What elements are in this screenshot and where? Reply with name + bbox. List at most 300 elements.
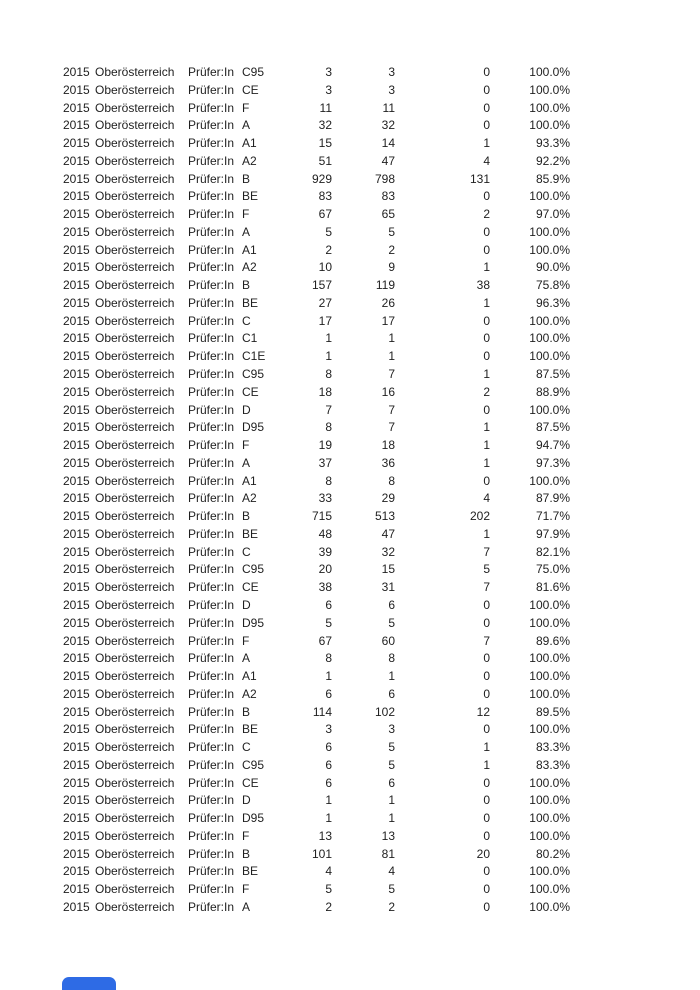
license-class-cell: CE [242, 384, 259, 399]
year-cell: 2015 [63, 686, 90, 701]
exams-count-cell: 157 [311, 278, 332, 293]
region-cell: Oberösterreich [95, 153, 175, 168]
failed-count-cell: 0 [483, 615, 490, 630]
table-row [63, 526, 570, 544]
passed-count-cell: 2 [388, 242, 395, 257]
passed-count-cell: 9 [388, 260, 395, 275]
license-class-cell: CE [242, 82, 259, 97]
examiner-cell: Prüfer:In [188, 722, 235, 737]
pass-rate-cell: 81.6% [535, 580, 570, 595]
region-cell: Oberösterreich [95, 278, 175, 293]
pass-rate-cell: 87.5% [535, 420, 570, 435]
failed-count-cell: 1 [483, 295, 490, 310]
table-row [63, 402, 570, 420]
year-cell: 2015 [63, 899, 90, 914]
examiner-cell: Prüfer:In [188, 633, 235, 648]
examiner-cell: Prüfer:In [188, 367, 235, 382]
pass-rate-cell: 82.1% [535, 544, 570, 559]
failed-count-cell: 1 [483, 526, 490, 541]
table-row [63, 490, 570, 508]
exam-results-body [63, 64, 570, 917]
year-cell: 2015 [63, 811, 90, 826]
examiner-cell: Prüfer:In [188, 899, 235, 914]
region-cell: Oberösterreich [95, 473, 175, 488]
failed-count-cell: 2 [483, 384, 490, 399]
exams-count-cell: 19 [318, 438, 332, 453]
table-row [63, 224, 570, 242]
exams-count-cell: 17 [318, 313, 332, 328]
exams-count-cell: 18 [318, 384, 332, 399]
year-cell: 2015 [63, 65, 90, 79]
examiner-cell: Prüfer:In [188, 313, 235, 328]
examiner-cell: Prüfer:In [188, 669, 235, 684]
pass-rate-cell: 92.2% [535, 153, 570, 168]
license-class-cell: CE [242, 580, 259, 595]
failed-count-cell: 2 [483, 207, 490, 222]
failed-count-cell: 1 [483, 136, 490, 151]
passed-count-cell: 119 [375, 278, 395, 293]
failed-count-cell: 0 [483, 882, 490, 897]
pass-rate-cell: 100.0% [529, 402, 570, 417]
table-row [63, 330, 570, 348]
failed-count-cell: 131 [469, 171, 490, 186]
examiner-cell: Prüfer:In [188, 526, 235, 541]
failed-count-cell: 1 [483, 367, 490, 382]
year-cell: 2015 [63, 580, 90, 595]
exams-count-cell: 33 [318, 491, 332, 506]
table-row [63, 64, 570, 82]
table-row [63, 242, 570, 260]
passed-count-cell: 5 [388, 615, 395, 630]
year-cell: 2015 [63, 526, 90, 541]
pass-rate-cell: 85.9% [535, 171, 570, 186]
pass-rate-cell: 97.3% [535, 455, 570, 470]
pass-rate-cell: 100.0% [529, 882, 570, 897]
exams-count-cell: 2 [325, 899, 332, 914]
failed-count-cell: 0 [483, 473, 490, 488]
exams-count-cell: 1 [325, 331, 332, 346]
examiner-cell: Prüfer:In [188, 811, 235, 826]
table-row [63, 846, 570, 864]
region-cell: Oberösterreich [95, 207, 175, 222]
table-row [63, 615, 570, 633]
examiner-cell: Prüfer:In [188, 384, 235, 399]
examiner-cell: Prüfer:In [188, 189, 235, 204]
passed-count-cell: 15 [381, 562, 395, 577]
passed-count-cell: 1 [388, 331, 395, 346]
passed-count-cell: 102 [374, 704, 395, 719]
passed-count-cell: 5 [388, 757, 395, 772]
examiner-cell: Prüfer:In [188, 136, 235, 151]
failed-count-cell: 0 [483, 686, 490, 701]
table-row [63, 668, 570, 686]
table-row [63, 277, 570, 295]
failed-count-cell: 4 [483, 491, 490, 506]
year-cell: 2015 [63, 669, 90, 684]
table-row [63, 171, 570, 189]
table-row [63, 259, 570, 277]
pass-rate-cell: 97.9% [535, 526, 570, 541]
exams-count-cell: 5 [325, 224, 332, 239]
region-cell: Oberösterreich [95, 171, 175, 186]
passed-count-cell: 3 [388, 82, 395, 97]
year-cell: 2015 [63, 491, 90, 506]
year-cell: 2015 [63, 615, 90, 630]
exams-count-cell: 3 [325, 65, 332, 79]
license-class-cell: F [242, 207, 250, 222]
exams-count-cell: 8 [325, 651, 332, 666]
failed-count-cell: 0 [483, 722, 490, 737]
passed-count-cell: 26 [381, 295, 395, 310]
year-cell: 2015 [63, 775, 90, 790]
license-class-cell: B [242, 278, 251, 293]
pass-rate-cell: 90.0% [535, 260, 570, 275]
region-cell: Oberösterreich [95, 704, 175, 719]
region-cell: Oberösterreich [95, 367, 175, 382]
region-cell: Oberösterreich [95, 651, 175, 666]
passed-count-cell: 36 [381, 455, 395, 470]
passed-count-cell: 18 [381, 438, 395, 453]
license-class-cell: A [242, 118, 251, 133]
table-row [63, 881, 570, 899]
license-class-cell: BE [242, 526, 259, 541]
year-cell: 2015 [63, 313, 90, 328]
license-class-cell: A [242, 224, 251, 239]
license-class-cell: D [242, 597, 251, 612]
examiner-cell: Prüfer:In [188, 65, 235, 79]
year-cell: 2015 [63, 331, 90, 346]
region-cell: Oberösterreich [95, 420, 175, 435]
exams-count-cell: 6 [325, 686, 332, 701]
region-cell: Oberösterreich [95, 864, 175, 879]
year-cell: 2015 [63, 100, 90, 115]
failed-count-cell: 1 [483, 420, 490, 435]
region-cell: Oberösterreich [95, 189, 175, 204]
pass-rate-cell: 100.0% [529, 899, 570, 914]
examiner-cell: Prüfer:In [188, 402, 235, 417]
pass-rate-cell: 100.0% [529, 82, 570, 97]
pass-rate-cell: 100.0% [529, 224, 570, 239]
license-class-cell: C [242, 740, 251, 755]
passed-count-cell: 65 [381, 207, 395, 222]
year-cell: 2015 [63, 242, 90, 257]
table-row [63, 792, 570, 810]
failed-count-cell: 1 [483, 455, 490, 470]
region-cell: Oberösterreich [95, 828, 175, 843]
exams-count-cell: 39 [318, 544, 332, 559]
region-cell: Oberösterreich [95, 260, 175, 275]
license-class-cell: A [242, 899, 251, 914]
year-cell: 2015 [63, 420, 90, 435]
region-cell: Oberösterreich [95, 544, 175, 559]
region-cell: Oberösterreich [95, 597, 175, 612]
pass-rate-cell: 71.7% [535, 509, 570, 524]
year-cell: 2015 [63, 722, 90, 737]
pass-rate-cell: 75.0% [535, 562, 570, 577]
passed-count-cell: 1 [388, 669, 395, 684]
region-cell: Oberösterreich [95, 491, 175, 506]
exams-count-cell: 1 [325, 811, 332, 826]
pass-rate-cell: 93.3% [535, 136, 570, 151]
exams-count-cell: 8 [325, 473, 332, 488]
examiner-cell: Prüfer:In [188, 331, 235, 346]
failed-count-cell: 0 [483, 313, 490, 328]
examiner-cell: Prüfer:In [188, 740, 235, 755]
passed-count-cell: 3 [388, 722, 395, 737]
table-row [63, 899, 570, 917]
failed-count-cell: 0 [483, 811, 490, 826]
year-cell: 2015 [63, 633, 90, 648]
exams-count-cell: 48 [318, 526, 332, 541]
year-cell: 2015 [63, 740, 90, 755]
table-row [63, 348, 570, 366]
pass-rate-cell: 89.6% [535, 633, 570, 648]
license-class-cell: B [242, 704, 251, 719]
examiner-cell: Prüfer:In [188, 455, 235, 470]
passed-count-cell: 32 [381, 118, 395, 133]
license-class-cell: A1 [242, 242, 257, 257]
passed-count-cell: 14 [381, 136, 395, 151]
year-cell: 2015 [63, 846, 90, 861]
table-row [63, 863, 570, 881]
exams-count-cell: 2 [325, 242, 332, 257]
region-cell: Oberösterreich [95, 846, 175, 861]
passed-count-cell: 798 [374, 171, 395, 186]
passed-count-cell: 6 [388, 686, 395, 701]
pass-rate-cell: 100.0% [529, 775, 570, 790]
examiner-cell: Prüfer:In [188, 882, 235, 897]
passed-count-cell: 17 [381, 313, 395, 328]
region-cell: Oberösterreich [95, 775, 175, 790]
year-cell: 2015 [63, 171, 90, 186]
table-row [63, 597, 570, 615]
region-cell: Oberösterreich [95, 757, 175, 772]
exams-count-cell: 6 [325, 775, 332, 790]
license-class-cell: D95 [242, 811, 265, 826]
license-class-cell: F [242, 100, 250, 115]
passed-count-cell: 4 [388, 864, 395, 879]
examiner-cell: Prüfer:In [188, 775, 235, 790]
exams-count-cell: 7 [325, 402, 332, 417]
examiner-cell: Prüfer:In [188, 793, 235, 808]
table-row [63, 473, 570, 491]
license-class-cell: B [242, 846, 251, 861]
failed-count-cell: 4 [483, 153, 490, 168]
failed-count-cell: 7 [483, 580, 490, 595]
table-row [63, 206, 570, 224]
table-row [63, 633, 570, 651]
year-cell: 2015 [63, 295, 90, 310]
year-cell: 2015 [63, 562, 90, 577]
examiner-cell: Prüfer:In [188, 846, 235, 861]
license-class-cell: A [242, 651, 251, 666]
region-cell: Oberösterreich [95, 65, 175, 79]
region-cell: Oberösterreich [95, 633, 175, 648]
pass-rate-cell: 100.0% [529, 597, 570, 612]
failed-count-cell: 1 [483, 260, 490, 275]
table-row [63, 579, 570, 597]
license-class-cell: F [242, 438, 250, 453]
region-cell: Oberösterreich [95, 669, 175, 684]
license-class-cell: D [242, 402, 251, 417]
license-class-cell: D [242, 793, 251, 808]
passed-count-cell: 513 [374, 509, 395, 524]
table-row [63, 100, 570, 118]
table-row [63, 117, 570, 135]
pass-rate-cell: 97.0% [535, 207, 570, 222]
failed-count-cell: 0 [483, 118, 490, 133]
exams-count-cell: 37 [318, 455, 332, 470]
license-class-cell: F [242, 828, 250, 843]
table-row [63, 721, 570, 739]
year-cell: 2015 [63, 438, 90, 453]
examiner-cell: Prüfer:In [188, 242, 235, 257]
passed-count-cell: 81 [381, 846, 395, 861]
table-row [63, 82, 570, 100]
exams-count-cell: 51 [318, 153, 332, 168]
region-cell: Oberösterreich [95, 793, 175, 808]
pass-rate-cell: 100.0% [529, 118, 570, 133]
license-class-cell: D95 [242, 615, 265, 630]
exams-count-cell: 6 [325, 757, 332, 772]
license-class-cell: F [242, 633, 250, 648]
examiner-cell: Prüfer:In [188, 544, 235, 559]
region-cell: Oberösterreich [95, 402, 175, 417]
passed-count-cell: 7 [388, 420, 395, 435]
year-cell: 2015 [63, 509, 90, 524]
pass-rate-cell: 100.0% [529, 313, 570, 328]
exams-count-cell: 3 [325, 722, 332, 737]
pass-rate-cell: 100.0% [529, 473, 570, 488]
pass-rate-cell: 100.0% [529, 722, 570, 737]
passed-count-cell: 47 [381, 526, 395, 541]
examiner-cell: Prüfer:In [188, 509, 235, 524]
exams-count-cell: 1 [325, 793, 332, 808]
year-cell: 2015 [63, 597, 90, 612]
year-cell: 2015 [63, 189, 90, 204]
license-class-cell: D95 [242, 420, 265, 435]
failed-count-cell: 0 [483, 224, 490, 239]
region-cell: Oberösterreich [95, 526, 175, 541]
license-class-cell: C [242, 313, 251, 328]
passed-count-cell: 1 [388, 349, 395, 364]
table-row [63, 704, 570, 722]
failed-count-cell: 5 [483, 562, 490, 577]
year-cell: 2015 [63, 704, 90, 719]
examiner-cell: Prüfer:In [188, 260, 235, 275]
exams-count-cell: 83 [318, 189, 332, 204]
region-cell: Oberösterreich [95, 509, 175, 524]
license-class-cell: C1E [242, 349, 266, 364]
year-cell: 2015 [63, 82, 90, 97]
passed-count-cell: 7 [388, 367, 395, 382]
failed-count-cell: 1 [483, 757, 490, 772]
passed-count-cell: 11 [382, 100, 395, 115]
exams-count-cell: 8 [325, 420, 332, 435]
exams-count-cell: 715 [311, 509, 332, 524]
failed-count-cell: 7 [483, 633, 490, 648]
region-cell: Oberösterreich [95, 100, 175, 115]
pass-rate-cell: 87.9% [535, 491, 570, 506]
license-class-cell: F [242, 882, 250, 897]
clipped-blue-tab[interactable] [62, 977, 116, 990]
pass-rate-cell: 100.0% [529, 242, 570, 257]
exams-count-cell: 67 [318, 633, 332, 648]
license-class-cell: B [242, 171, 251, 186]
table-row [63, 757, 570, 775]
passed-count-cell: 29 [381, 491, 395, 506]
pass-rate-cell: 83.3% [535, 740, 570, 755]
table-row [63, 561, 570, 579]
pass-rate-cell: 100.0% [529, 615, 570, 630]
region-cell: Oberösterreich [95, 118, 175, 133]
region-cell: Oberösterreich [95, 899, 175, 914]
license-class-cell: BE [242, 295, 259, 310]
failed-count-cell: 12 [476, 704, 490, 719]
examiner-cell: Prüfer:In [188, 278, 235, 293]
year-cell: 2015 [63, 455, 90, 470]
license-class-cell: B [242, 509, 251, 524]
passed-count-cell: 5 [388, 882, 395, 897]
exams-count-cell: 101 [311, 846, 332, 861]
table-row [63, 313, 570, 331]
exams-count-cell: 6 [325, 597, 332, 612]
passed-count-cell: 7 [388, 402, 395, 417]
pass-rate-cell: 100.0% [529, 331, 570, 346]
region-cell: Oberösterreich [95, 615, 175, 630]
exams-count-cell: 5 [325, 615, 332, 630]
exams-count-cell: 3 [325, 82, 332, 97]
failed-count-cell: 0 [483, 100, 490, 115]
year-cell: 2015 [63, 544, 90, 559]
table-row [63, 544, 570, 562]
region-cell: Oberösterreich [95, 224, 175, 239]
exams-count-cell: 10 [318, 260, 332, 275]
license-class-cell: A2 [242, 153, 257, 168]
passed-count-cell: 1 [388, 811, 395, 826]
table-row [63, 366, 570, 384]
table-row [63, 828, 570, 846]
pass-rate-cell: 100.0% [529, 669, 570, 684]
failed-count-cell: 0 [483, 828, 490, 843]
table-row [63, 188, 570, 206]
examiner-cell: Prüfer:In [188, 686, 235, 701]
failed-count-cell: 0 [483, 402, 490, 417]
exams-count-cell: 67 [318, 207, 332, 222]
examiner-cell: Prüfer:In [188, 100, 235, 115]
table-row [63, 135, 570, 153]
year-cell: 2015 [63, 828, 90, 843]
examiner-cell: Prüfer:In [188, 349, 235, 364]
failed-count-cell: 0 [483, 899, 490, 914]
failed-count-cell: 38 [476, 278, 490, 293]
examiner-cell: Prüfer:In [188, 615, 235, 630]
failed-count-cell: 0 [483, 349, 490, 364]
examiner-cell: Prüfer:In [188, 704, 235, 719]
region-cell: Oberösterreich [95, 562, 175, 577]
exams-count-cell: 6 [325, 740, 332, 755]
exams-count-cell: 8 [325, 367, 332, 382]
region-cell: Oberösterreich [95, 686, 175, 701]
failed-count-cell: 0 [483, 651, 490, 666]
passed-count-cell: 31 [381, 580, 395, 595]
failed-count-cell: 0 [483, 82, 490, 97]
year-cell: 2015 [63, 278, 90, 293]
table-row [63, 810, 570, 828]
exams-count-cell: 20 [318, 562, 332, 577]
table-row [63, 775, 570, 793]
failed-count-cell: 7 [483, 544, 490, 559]
